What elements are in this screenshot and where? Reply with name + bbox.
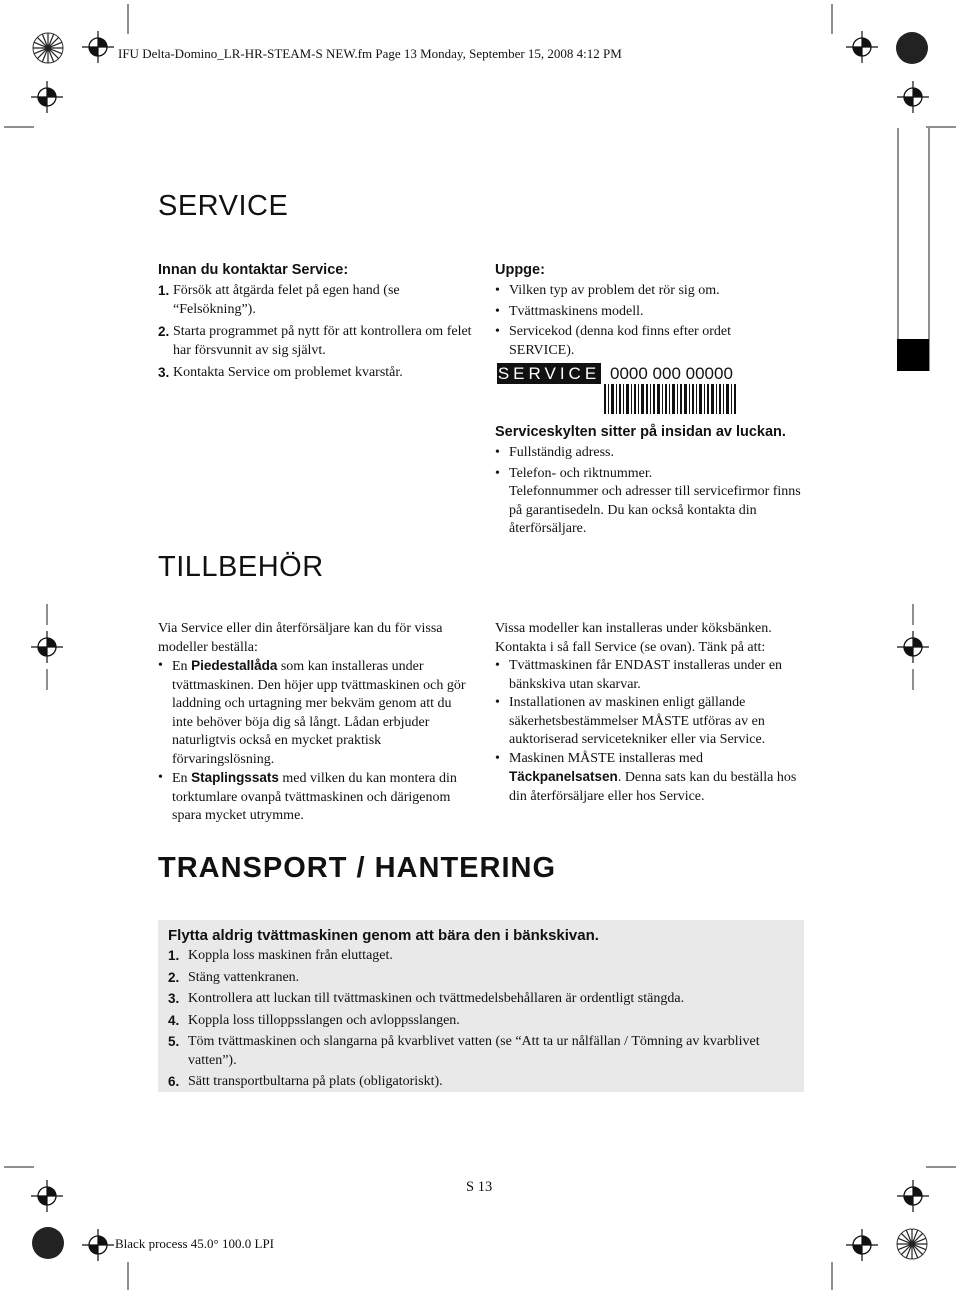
- service-before-section: [158, 262, 478, 387]
- transport-step: 6. Sätt transportbultarna på plats (obligatoriskt).: [168, 1074, 443, 1089]
- built-in-item: • Maskinen MÅSTE installeras med Täckpanelsatsen. Denna sats kan du beställa hos din återförsäljare eller hos Service.: [495, 750, 805, 807]
- built-in-item: • Tvättmaskinen får ENDAST installeras under en bänkskiva utan skarvar.: [495, 657, 805, 694]
- contact-note: Telefonnummer och adresser till servicefirmor finns på garantisedeln. Du kan också kontakta din återförsäljare.: [509, 484, 801, 536]
- transport-title: TRANSPORT / HANTERING: [158, 852, 556, 884]
- before-step: 3. Kontakta Service om problemet kvarstår.: [158, 365, 403, 380]
- transport-step: 5. Töm tvättmaskinen och slangarna på kvarblivet vatten (se “Att ta ur nålfällan / Tömning av kvarblivet vatten”).: [168, 1034, 760, 1068]
- transport-instructions-box: [158, 920, 804, 1092]
- print-footer-info: Black process 45.0° 100.0 LPI: [115, 1236, 275, 1251]
- provide-heading: Uppge:: [495, 262, 545, 278]
- more-item: • Fullständig adress.: [495, 444, 805, 463]
- service-title: SERVICE: [158, 190, 289, 222]
- built-in-intro: Vissa modeller kan installeras under köksbänken. Kontakta i så fall Service (se ovan). Tänk på att:: [495, 621, 772, 655]
- transport-step: 3. Kontrollera att luckan till tvättmaskinen och tvättmedelsbehållaren är ordentligt stängda.: [168, 991, 685, 1006]
- provide-item: • Vilken typ av problem det rör sig om.: [495, 282, 795, 301]
- provide-item: • Tvättmaskinens modell.: [495, 303, 795, 322]
- service-provide-section: [495, 262, 795, 360]
- accessory-item-pedestal: • En Piedestallåda som kan installeras under tvättmaskinen. Den höjer upp tvättmaskinen och gör laddning och urtagning mer bekväm genom att du inte behöver böja dig så långt. Lådan erbjuder naturligtvis också en mycket praktisk förvaringslösning.: [158, 657, 474, 769]
- accessories-intro: Via Service eller din återförsäljare kan du för vissa modeller beställa:: [158, 621, 443, 655]
- section-tab-marker: [897, 339, 929, 371]
- before-step: 1. Försök att åtgärda felet på egen hand (se “Felsökning”).: [158, 283, 400, 317]
- service-label-code: 0000 000 00000: [610, 364, 733, 383]
- more-item: • Telefon- och riktnummer.: [495, 465, 805, 484]
- service-more-section: [495, 444, 805, 539]
- before-heading: Innan du kontaktar Service:: [158, 262, 349, 278]
- print-header-info: IFU Delta-Domino_LR-HR-STEAM-S NEW.fm Page 13 Monday, September 15, 2008 4:12 PM: [118, 46, 622, 61]
- page-number: S 13: [466, 1179, 493, 1195]
- transport-step: 4. Koppla loss tilloppsslangen och avloppsslangen.: [168, 1012, 460, 1028]
- provide-item: • Servicekod (denna kod finns efter ordet SERVICE).: [495, 323, 795, 360]
- service-label-word: SERVICE: [497, 364, 601, 383]
- barcode-graphic: [604, 384, 736, 414]
- transport-step: 2. Stäng vattenkranen.: [168, 969, 300, 985]
- accessories-title: TILLBEHÖR: [158, 551, 324, 583]
- accessories-left-column: [158, 620, 474, 826]
- transport-warning: Flytta aldrig tvättmaskinen genom att bära den i bänkskivan.: [168, 927, 599, 944]
- accessories-right-column: [495, 620, 805, 806]
- service-plate-note: Serviceskylten sitter på insidan av luckan.: [495, 424, 786, 440]
- before-step: 2. Starta programmet på nytt för att kontrollera om felet har försvunnit av sig självt.: [158, 324, 472, 358]
- accessory-item-stacking-kit: • En Staplingssats med vilken du kan montera din torktumlare ovanpå tvättmaskinen och därigenom spara mycket utrymme.: [158, 769, 474, 826]
- transport-step: 1. Koppla loss maskinen från eluttaget.: [168, 948, 393, 963]
- built-in-item: • Installationen av maskinen enligt gällande säkerhetsbestämmelser MÅSTE utföras av en auktoriserad servicetekniker eller via Service.: [495, 694, 805, 750]
